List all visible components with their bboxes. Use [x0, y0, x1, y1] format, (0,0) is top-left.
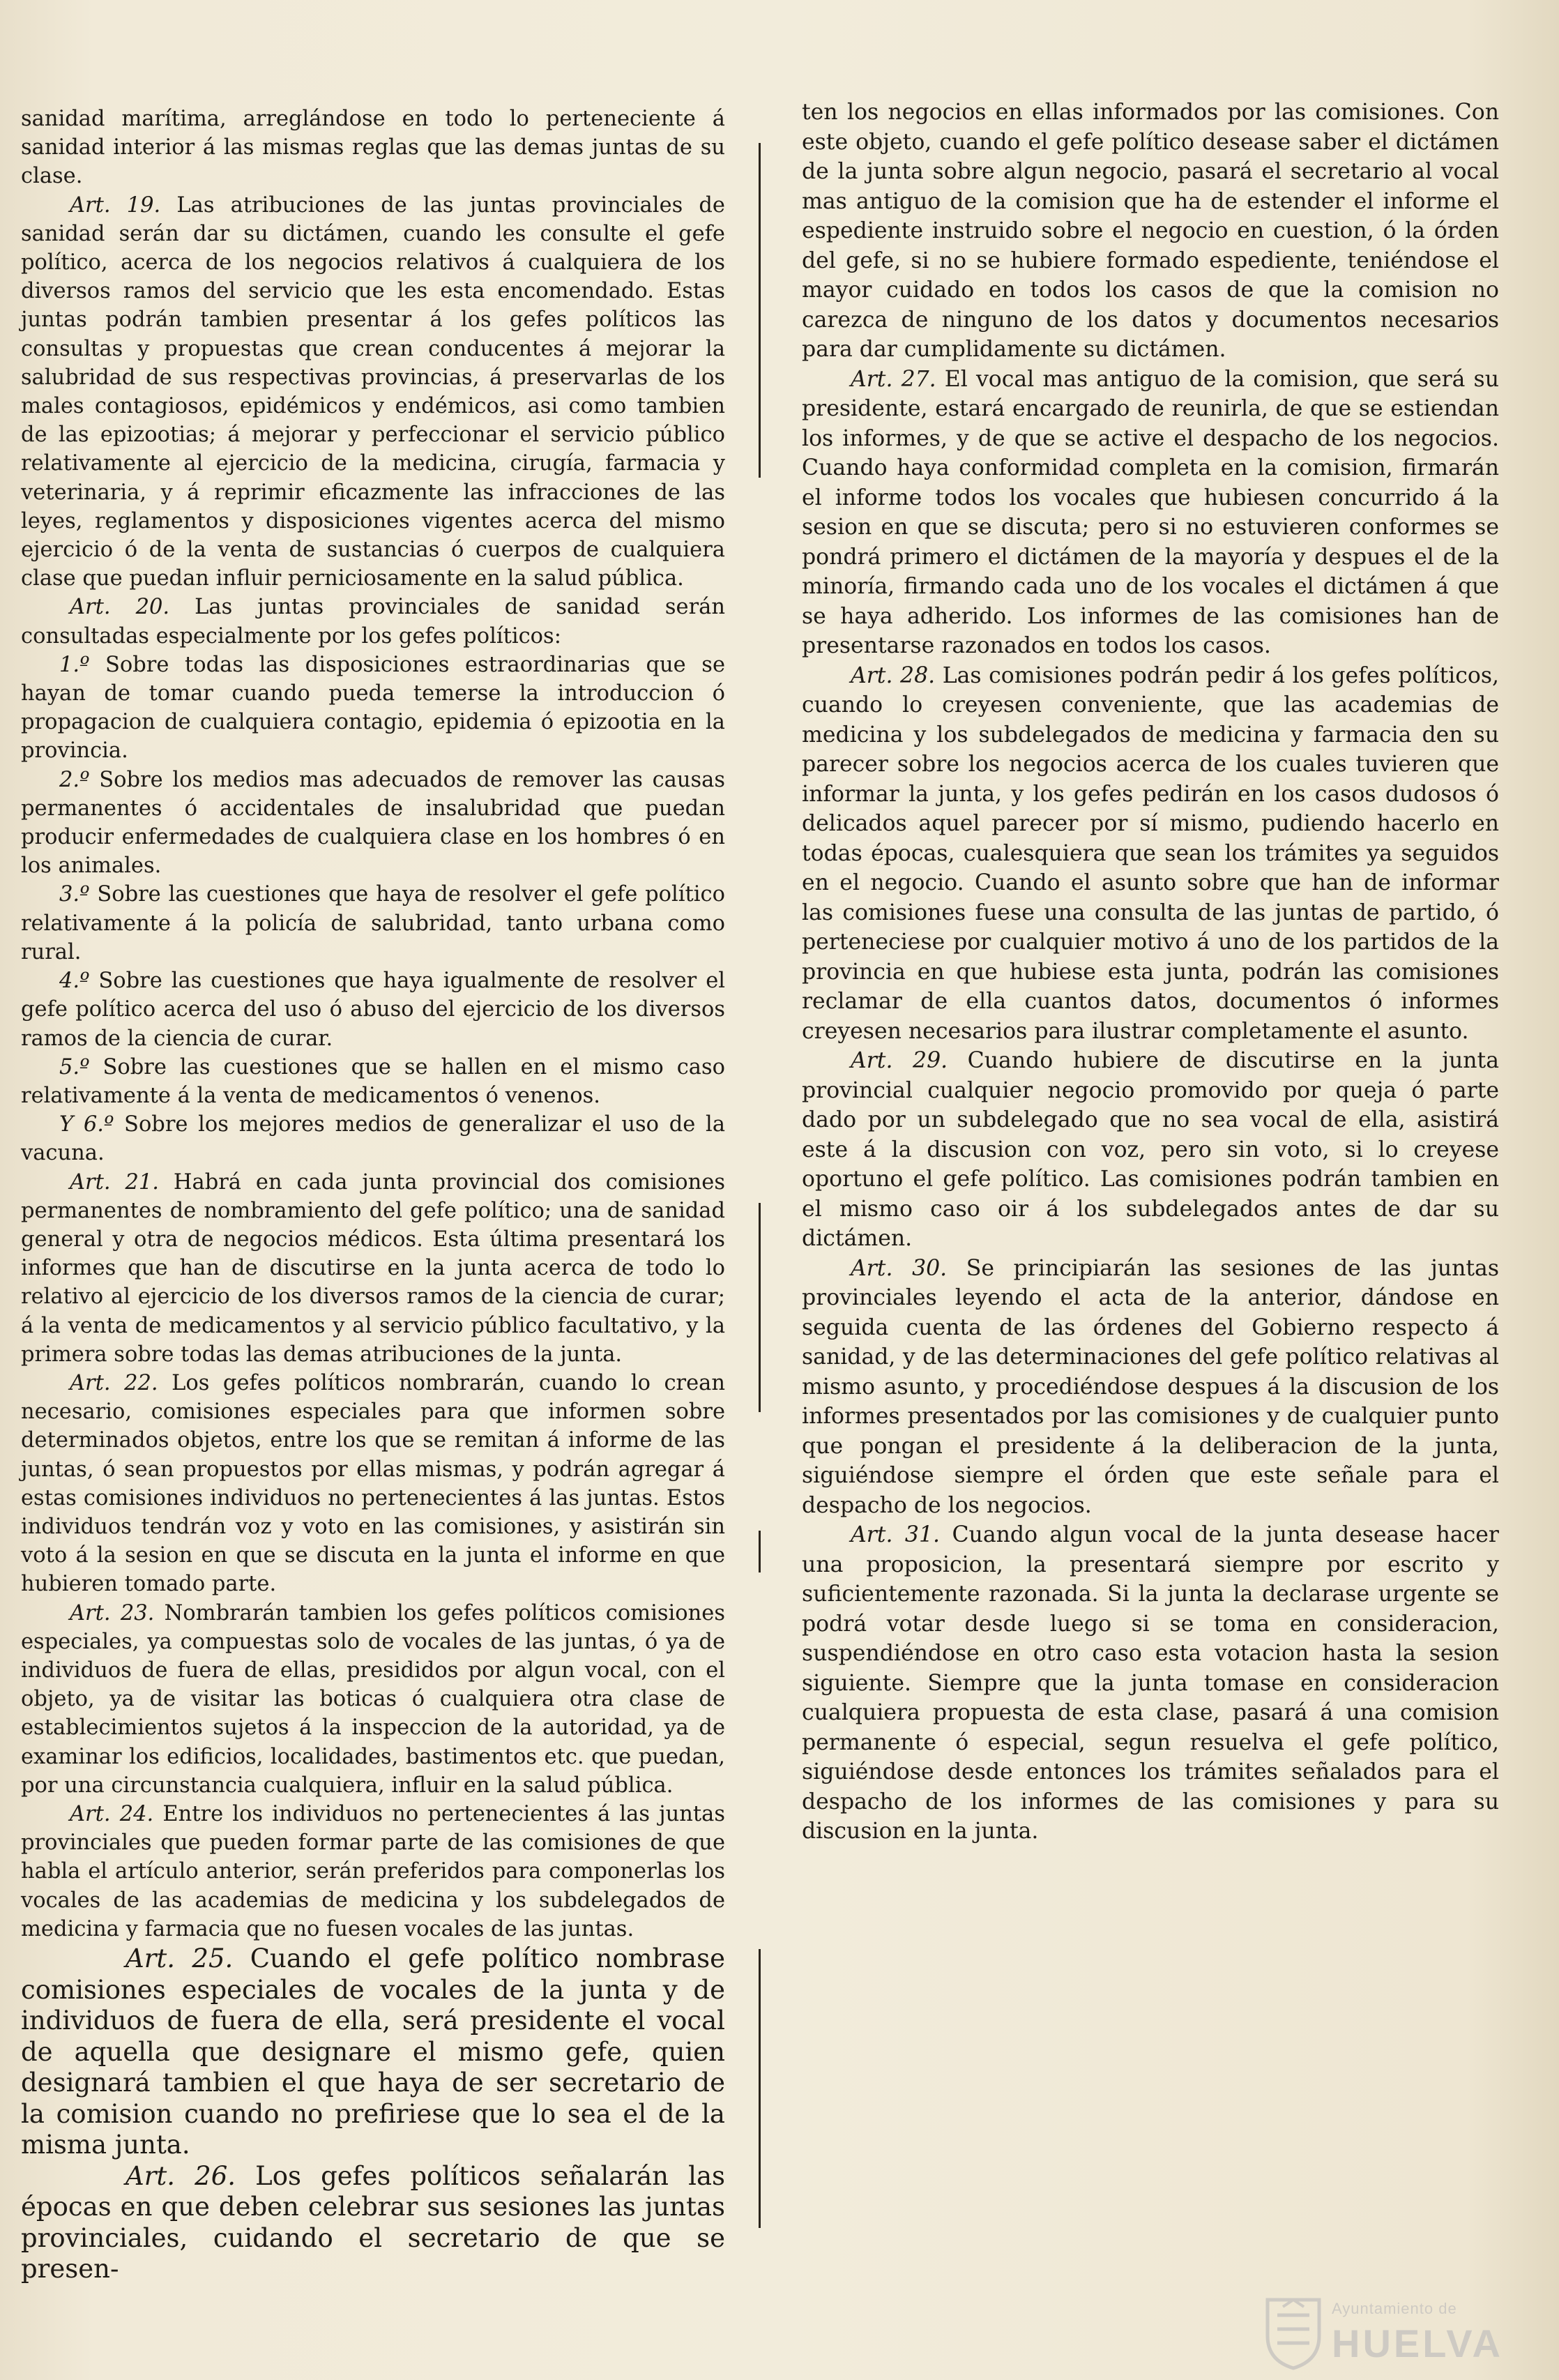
article-label: 4.º — [59, 969, 90, 994]
paragraph-text: Las juntas provinciales de sanidad serán consultadas especialmente por los gefes políticos: — [21, 595, 725, 649]
article-paragraph — [21, 191, 725, 593]
article-paragraph — [21, 593, 725, 650]
paragraph-text: Sobre todas las disposiciones estraordinarias que se hayan de tomar cuando pueda temerse la introduccion ó propagacion de cualquiera contagio, epidemia ó epizootia en la provincia. — [21, 652, 725, 764]
article-label: Art. 21. — [70, 1169, 159, 1195]
article-label: Art. 28. — [851, 662, 936, 688]
paragraph-text: Los gefes políticos nombrarán, cuando lo crean necesario, comisiones especiales para que informen sobre determinados objetos, entre los que se remitan á informe de las juntas, ó sean propuestos por ellas mismas, y podrán agregar á estas comisiones individuos no pertenecientes á las juntas. Estos individuos tendrán voz y voto en las comisiones, y asistirán sin voto á la sesion en que se discuta en la junta el informe en que hubieren tomado parte. — [21, 1370, 726, 1597]
article-label: Y 6.º — [59, 1112, 114, 1137]
paragraph-text: Entre los individuos no pertenecientes á las juntas provinciales que pueden formar parte de las comisiones de que habla el artículo anterior, serán preferidos para componerlas los vocales de las academias de medicina y los subdelegados de medicina y farmacia que no fuesen vocales de las juntas. — [21, 1801, 725, 1941]
article-paragraph — [802, 1520, 1499, 1847]
article-label: Art. 23. — [70, 1600, 155, 1625]
coat-of-arms-icon — [1262, 2294, 1325, 2371]
paragraph-text: Cuando hubiere de discutirse en la junta provincial cualquier negocio promovido por queja ó parte dado por un subdelegado que no sea vocal de ella, asistirá este á la discusion con voz, pero sin voto, si lo creyese oportuno el gefe político. Las comisiones podrán tambien en el mismo caso oir á los subdelegados antes de dar su dictámen. — [802, 1048, 1499, 1251]
watermark-line-2: HUELVA — [1332, 2321, 1503, 2365]
article-paragraph — [802, 661, 1499, 1047]
article-label: Art. 31. — [851, 1522, 941, 1547]
paragraph-text: Cuando algun vocal de la junta desease hacer una proposicion, la presentará siempre por escrito y suficientemente razonada. Si la junta la declarase urgente se podrá votar desde luego si se toma en consideracion, suspendiéndose en otro caso esta votacion hasta la sesion siguiente. Siempre que la junta tomase en consideracion cualquiera propuesta de esta clase, pasará á una comision permanente ó especial, segun resuelva el gefe político, siguiéndose desde entonces los trámites señalados para el despacho de los informes de las comisiones y para su discusion en la junta. — [802, 1522, 1499, 1844]
article-label: Art. 20. — [70, 595, 170, 620]
paragraph-text: El vocal mas antiguo de la comision, que será su presidente, estará encargado de reunirla, de que se estiendan los informes, y de que se active el despacho de los negocios. Cuando haya conformidad completa en la comision, firmarán el informe todos los vocales que hubiesen concurrido á la sesion en que se discuta; pero si no estuvieren conformes se pondrá primero el dictámen de la mayoría y despues el de la minoría, firmando cada uno de los vocales el dictámen á que se haya adherido. Los informes de las comisiones han de presentarse razonados en todos los casos. — [802, 366, 1499, 658]
article-paragraph — [21, 1053, 725, 1110]
continued-paragraph — [21, 105, 725, 191]
article-paragraph — [21, 1943, 725, 2161]
article-label: Art. 19. — [70, 192, 161, 218]
article-label: 3.º — [59, 882, 90, 907]
article-label: Art. 24. — [70, 1801, 154, 1826]
article-label: 2.º — [59, 767, 90, 792]
article-paragraph — [21, 2161, 725, 2285]
watermark-stamp — [1262, 2294, 1541, 2371]
article-paragraph — [21, 1800, 725, 1943]
paragraph-text: Las atribuciones de las juntas provinciales de sanidad serán dar su dictámen, cuando les consulte el gefe político, acerca de los negocios relativos á cualquiera de los diversos ramos del servicio que les esta encomendado. Estas juntas podrán tambien presentar á los gefes políticos las consultas y propuestas que crean conducentes á mejorar la salubridad de sus respectivas provincias, á preservarlas de los males contagiosos, epidémicos y endémicos, asi como tambien de las epizootias; á mejorar y perfeccionar el servicio público relativamente al ejercicio de la medicina, cirugía, farmacia y veterinaria, y á reprimir eficazmente las infracciones de las leyes, reglamentos y disposiciones vigentes acerca del mismo ejercicio ó de la venta de sustancias ó cuerpos de cualquiera clase que puedan influir perniciosamente en la salud pública. — [21, 192, 725, 591]
paragraph-text: Cuando el gefe político nombrase comisiones especiales de vocales de la junta y de individuos de fuera de ella, será presidente el vocal de aquella que designare el mismo gefe, quien designará tambien el que haya de ser secretario de la comision cuando no prefiriese que lo sea el de la misma junta. — [21, 1943, 725, 2160]
paragraph-text: Se principiarán las sesiones de las juntas provinciales leyendo el acta de la anterior, dándose en seguida cuenta de las órdenes del Gobierno respecto á sanidad, y de las determinaciones del gefe político relativas al mismo asunto, y procediéndose despues á la discusion de los informes presentados por las comisiones y de cualquier punto que pongan el presidente á la deliberacion de la junta, siguiéndose siempre el órden que este señale para el despacho de los negocios. — [802, 1255, 1499, 1518]
article-paragraph — [802, 365, 1499, 661]
article-paragraph — [802, 1254, 1499, 1521]
paragraph-text: Sobre los medios mas adecuados de remover las causas permanentes ó accidentales de insalubridad que puedan producir enfermedades de cualquiera clase en los hombres ó en los animales. — [21, 767, 725, 879]
article-label: 1.º — [59, 652, 90, 677]
paragraph-text: ten los negocios en ellas informados por las comisiones. Con este objeto, cuando el gefe político desease saber el dictámen de la junta sobre algun negocio, pasará el secretario al vocal mas antiguo de la comision que ha de estender el informe el espediente instruido sobre el negocio en cuestion, ó la órden del gefe, si no se hubiere formado espediente, teniéndose el mayor cuidado en todos los casos de que la comision no carezca de ninguno de los datos y documentos necesarios para dar cumplidamente su dictámen. — [802, 100, 1499, 362]
article-label: Art. 27. — [851, 366, 936, 392]
article-label: Art. 30. — [851, 1255, 948, 1281]
paragraph-text: Nombrarán tambien los gefes políticos comisiones especiales, ya compuestas solo de vocales de las juntas, ó ya de individuos de fuera de ellas, presididos por algun vocal, con el objeto, ya de visitar las boticas ó cualquiera otra clase de establecimientos sujetos á la inspeccion de la autoridad, ya de examinar los edificios, localidades, bastimentos etc. que puedan, por una circunstancia cualquiera, influir en la salud pública. — [21, 1600, 725, 1798]
article-label: Art. 22. — [70, 1370, 158, 1395]
column-divider — [759, 143, 761, 2340]
paragraph-text: Sobre las cuestiones que haya de resolver el gefe político relativamente á la policía de salubridad, tanto urbana como rural. — [21, 882, 725, 964]
article-paragraph — [21, 880, 725, 967]
article-paragraph — [21, 651, 725, 766]
article-label: Art. 25. — [126, 1943, 234, 1973]
right-column — [802, 98, 1499, 1847]
article-paragraph — [21, 1369, 725, 1599]
article-label: Art. 29. — [851, 1048, 948, 1073]
paragraph-text: Los gefes políticos señalarán las épocas en que deben celebrar sus sesiones las juntas provinciales, cuidando el secretario de que se presen- — [21, 2160, 726, 2284]
paragraph-text: Sobre los mejores medios de generalizar el uso de la vacuna. — [21, 1112, 725, 1166]
article-paragraph — [21, 766, 725, 881]
article-paragraph — [21, 1168, 725, 1369]
watermark-line-1: Ayuntamiento de — [1332, 2300, 1457, 2317]
continued-paragraph — [802, 98, 1499, 365]
paragraph-text: Habrá en cada junta provincial dos comisiones permanentes de nombramiento del gefe político; una de sanidad general y otra de negocios médicos. Esta última presentará los informes que han de discutirse en la junta acerca de todo lo relativo al ejercicio de los diversos ramos de la ciencia de curar; á la venta de medicamentos y al servicio público facultativo, y la primera sobre todas las demas atribuciones de la junta. — [21, 1169, 725, 1367]
article-label: Art. 26. — [126, 2160, 236, 2191]
article-paragraph — [21, 1110, 725, 1167]
left-column — [21, 105, 725, 2285]
article-paragraph — [802, 1046, 1499, 1254]
paragraph-text: Sobre las cuestiones que se hallen en el mismo caso relativamente á la venta de medicamentos ó venenos. — [21, 1054, 725, 1108]
article-paragraph — [21, 1599, 725, 1800]
paragraph-text: sanidad marítima, arreglándose en todo lo perteneciente á sanidad interior á las mismas reglas que las demas juntas de su clase. — [21, 107, 725, 189]
article-label: 5.º — [59, 1054, 90, 1079]
article-paragraph — [21, 967, 725, 1053]
paragraph-text: Sobre las cuestiones que haya igualmente de resolver el gefe político acerca del uso ó abuso del ejercicio de los diversos ramos de la ciencia de curar. — [21, 969, 725, 1051]
paragraph-text: Las comisiones podrán pedir á los gefes políticos, cuando lo creyesen conveniente, que las academias de medicina y los subdelegados de medicina y farmacia den su parecer sobre los negocios acerca de los cuales tuvieren que informar la junta, y los gefes pedirán en los casos dudosos ó delicados aquel parecer por sí mismo, pudiendo hacerlo en todas épocas, cualesquiera que sean los trámites ya seguidos en el negocio. Cuando el asunto sobre que han de informar las comisiones fuese una consulta de las juntas de partido, ó perteneciese por cualquier motivo á uno de los partidos de la provincia en que hubiese esta junta, podrán las comisiones reclamar de ella cuantos datos, documentos ó informes creyesen necesarios para ilustrar completamente el asunto. — [802, 662, 1499, 1044]
